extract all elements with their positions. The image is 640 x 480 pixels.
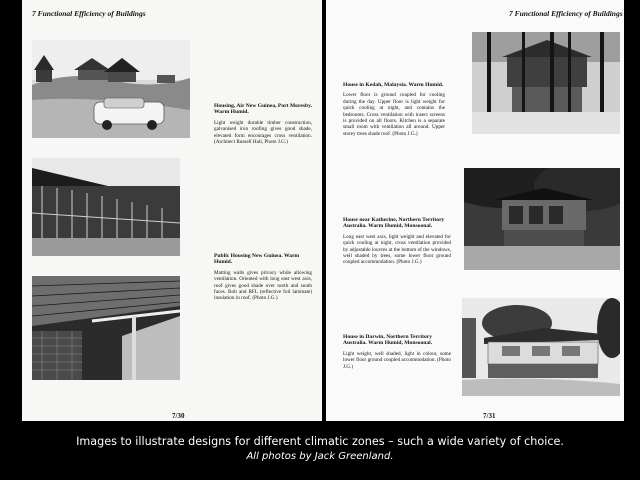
photo-public-housing-exterior [32,158,180,256]
running-head-right: 7 Functional Efficiency of Buildings [509,9,623,18]
caption-title: House in Kedah, Malaysia. Warm Humid. [343,82,444,88]
caption-darwin-house [343,334,451,370]
caption-title: House in Darwin, Northern Territory Australia. Warm Humid, Monsoonal. [343,334,433,347]
left-page [22,0,322,421]
caption-air-new-guinea [214,103,312,145]
caption-body: Matting walls gives privacy while allowing ventilation. Oriented with long east west axis, roof gives good shade over north and south faces. Bolt and RFL (reflective foil laminate) insulation in roof. (Photo J.G.) [214,269,312,302]
caption-katherine-house [343,217,451,266]
photo-public-housing-interior [32,276,180,380]
caption-kedah-house [343,82,445,137]
caption-public-housing [214,253,312,302]
caption-body: Long east west axis, light weight and elevated for quick cooling at night, cross ventilation provided by adjustable louvres at the bottom of the windows, well shaded by trees, some lower floor ground coupled accommodation. (Photo J.G.) [343,233,451,266]
caption-title: Public Housing New Guinea. Warm Humid. [214,253,300,266]
page-number-right: 7/31 [483,412,496,420]
right-page [326,0,624,421]
caption-body: Lower floor is ground coupled for cooling during the day. Upper floor is light weight for quick cooling at night, and contains the bedrooms. Cross ventilation with insect screens is provided on all floors. Kitchen is a separate small room with ventilation all around. Upper storey trees shade roof. (Photo J.G.) [343,92,445,137]
photo-katherine-house [464,168,620,270]
footer-title: Images to illustrate designs for different climatic zones – such a wide variety of choice. [76,435,564,448]
photo-darwin-house [462,298,620,396]
running-head-left: 7 Functional Efficiency of Buildings [32,9,146,18]
caption-title: House near Katherine, Northern Territory Australia. Warm Humid, Monsoonal. [343,217,445,230]
caption-body: Light weight, well shaded, light in colour, some lower floor ground coupled accommodation. (Photo J.G.) [343,350,451,370]
photo-air-new-guinea-housing [32,40,190,138]
footer-credit: All photos by Jack Greenland. [246,451,394,462]
photo-kedah-house [472,32,620,134]
footer-caption-bar [0,423,640,480]
caption-title: Housing, Air New Guinea, Port Moresby. Warm Humid. [214,103,312,116]
caption-body: Light weight durable timber construction, galvanised iron roofing gives good shade, elevated form encourages cross ventilation. (Architect Russell Hall, Photo J.G.) [214,119,312,146]
page-number-left: 7/30 [172,412,185,420]
